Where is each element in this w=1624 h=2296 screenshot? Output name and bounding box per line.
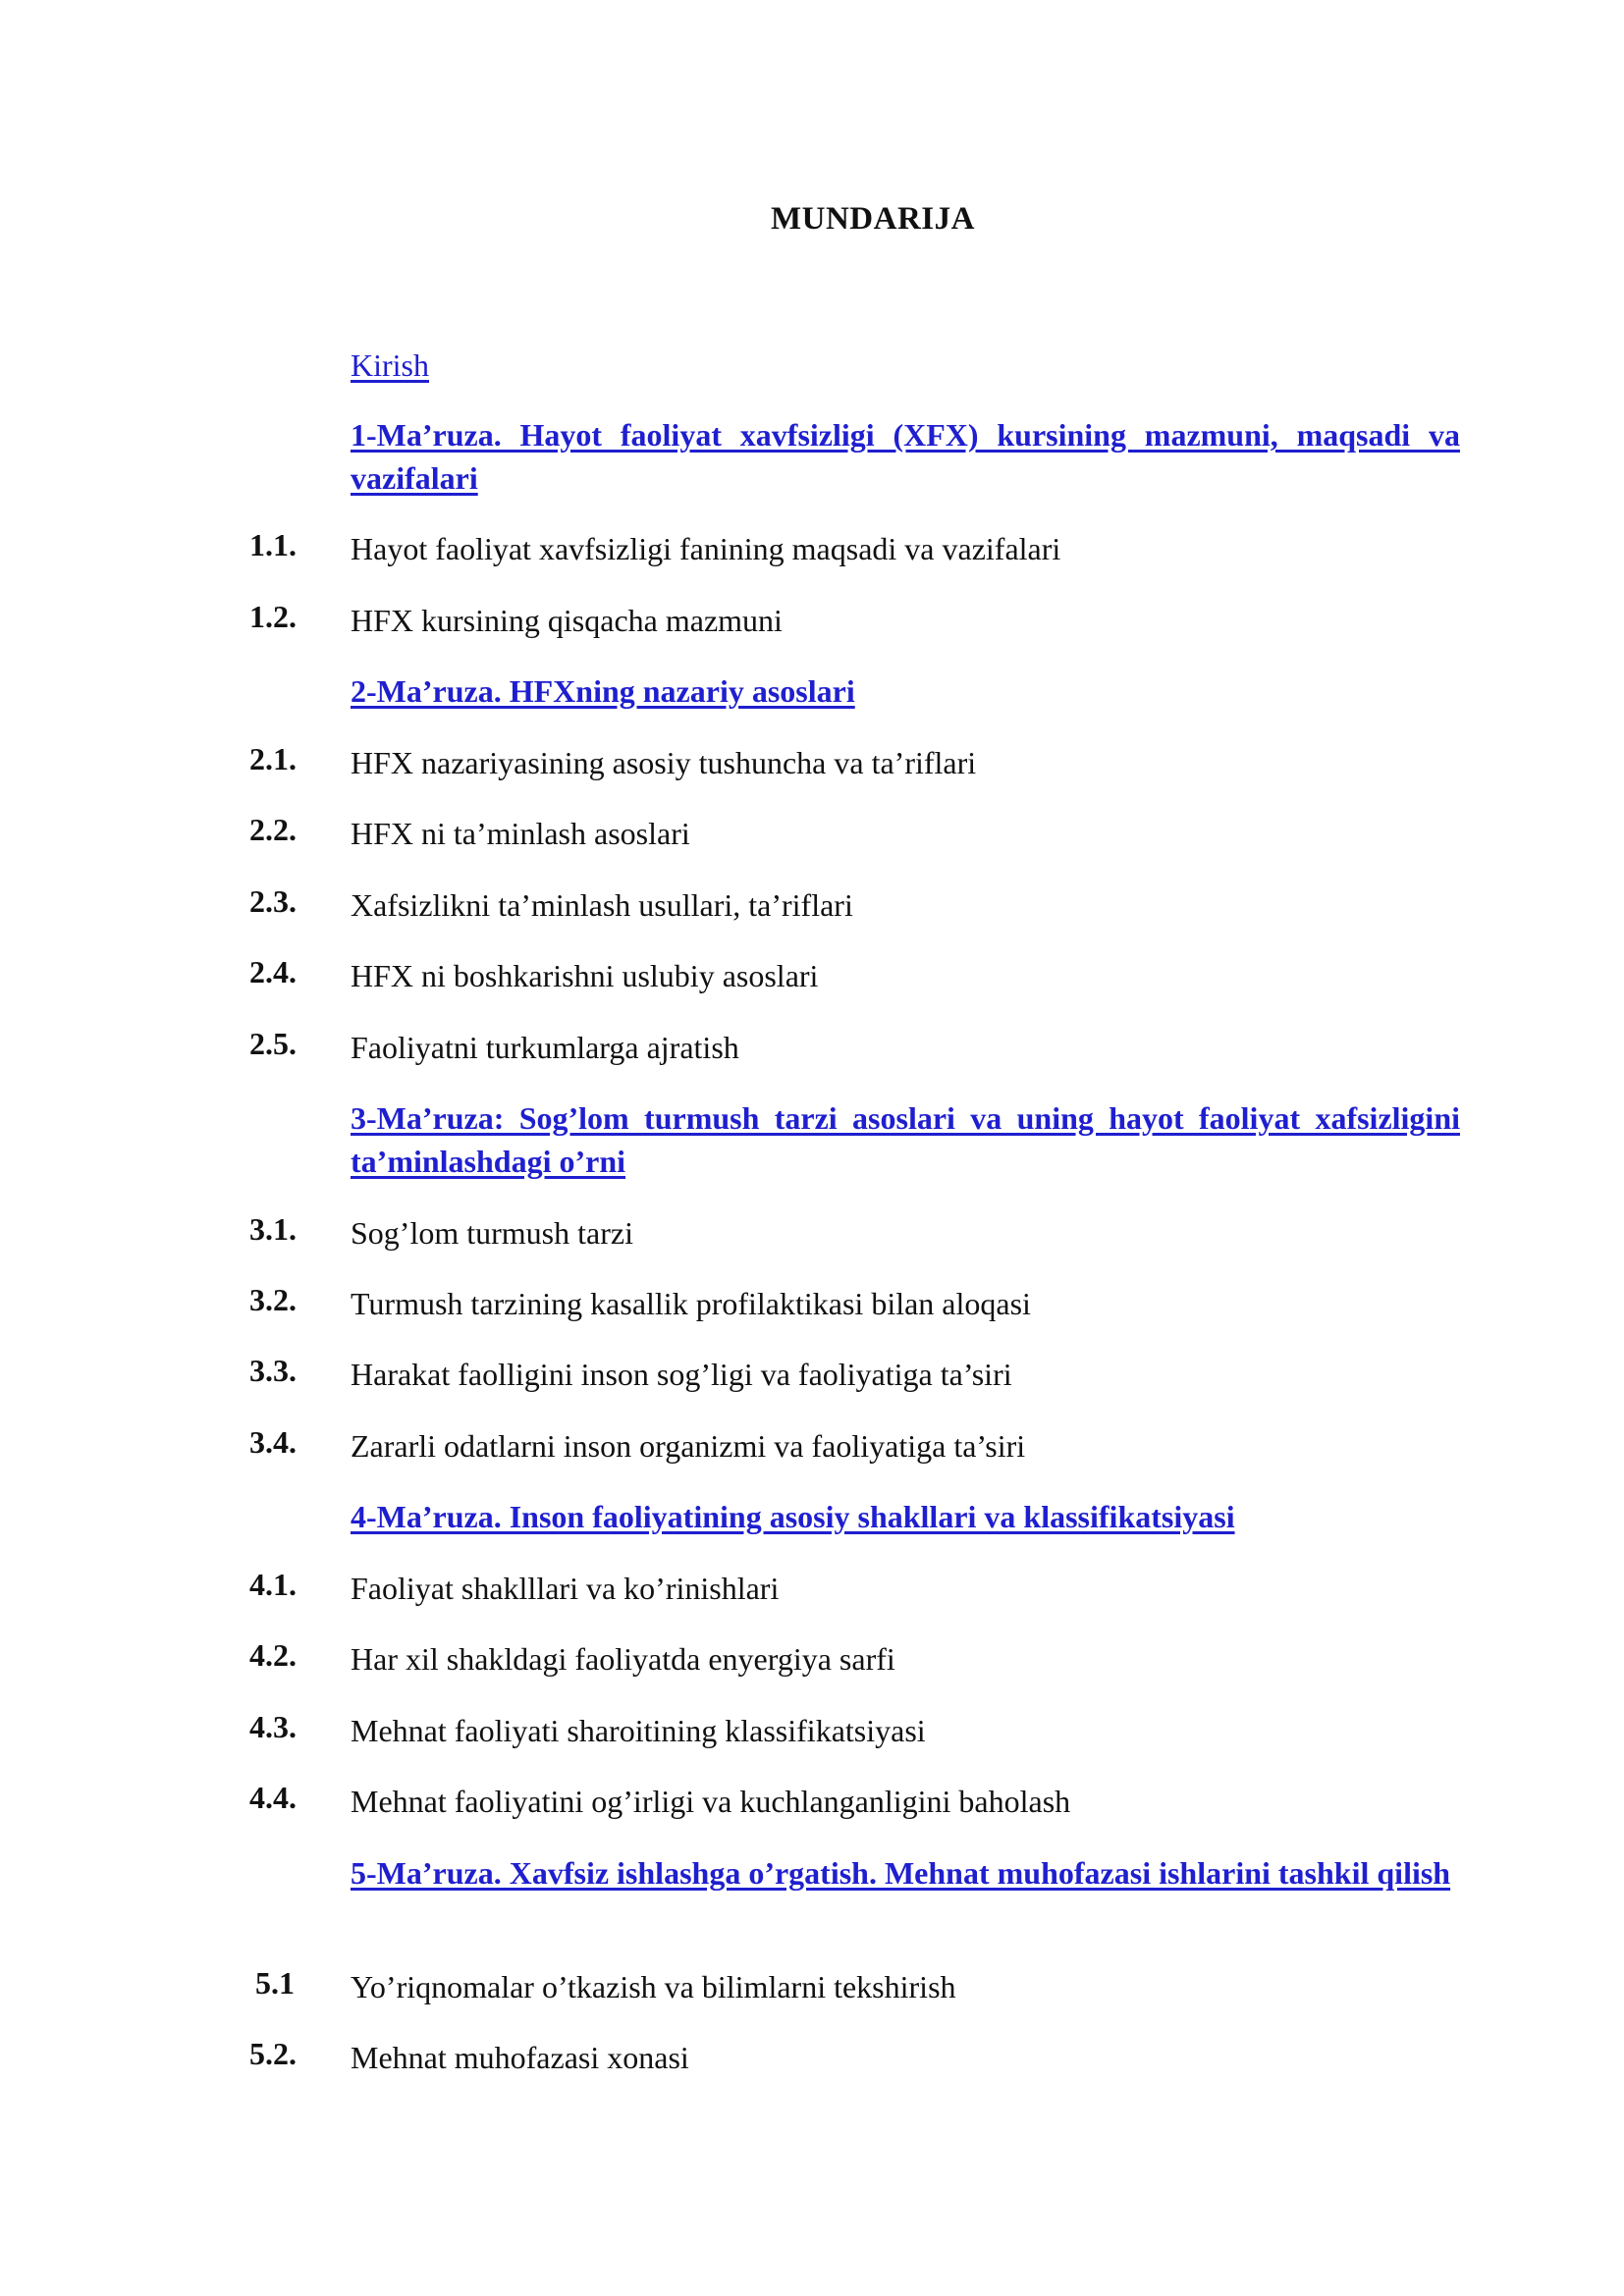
toc-item-text: Mehnat muhofazasi xonasi — [351, 2040, 689, 2075]
toc-number: 5.2. — [249, 2036, 297, 2071]
toc-number: 1.2. — [249, 599, 297, 634]
toc-item-text: Xafsizlikni ta’minlash usullari, ta’riflari — [351, 887, 853, 923]
toc-item-text: HFX ni ta’minlash asoslari — [351, 816, 690, 851]
toc-item-text: Har xil shakldagi faoliyatda enyergiya sarfi — [351, 1641, 895, 1677]
page-title: MUNDARIJA — [771, 201, 975, 237]
toc-item-text: Harakat faolligini inson sog’ligi va faoliyatiga ta’siri — [351, 1357, 1012, 1392]
toc-item-text: Mehnat faoliyati sharoitining klassifikatsiyasi — [351, 1713, 926, 1748]
toc-item-text: Hayot faoliyat xavfsizligi fanining maqsadi va vazifalari — [351, 531, 1061, 566]
toc-number: 2.5. — [249, 1026, 297, 1061]
toc-number: 4.1. — [249, 1567, 297, 1602]
lecture-1-link[interactable]: 1-Ma’ruza. Hayot faoliyat xavfsizligi (XFX) kursining mazmuni, maqsadi va vazifalari — [351, 417, 1460, 496]
toc-number: 2.3. — [249, 883, 297, 919]
toc-number: 2.1. — [249, 741, 297, 776]
toc-item-text: Mehnat faoliyatini og’irligi va kuchlanganligini baholash — [351, 1784, 1071, 1819]
toc-number: 5.1 — [255, 1965, 295, 2001]
toc-number: 4.3. — [249, 1709, 297, 1744]
toc-number: 1.1. — [249, 527, 297, 562]
lecture-4-link[interactable]: 4-Ma’ruza. Inson faoliyatining asosiy shakllari va klassifikatsiyasi — [351, 1499, 1235, 1534]
toc-number: 3.2. — [249, 1282, 297, 1317]
intro-link[interactable]: Kirish — [351, 347, 429, 383]
toc-item-text: Zararli odatlarni inson organizmi va faoliyatiga ta’siri — [351, 1428, 1026, 1464]
toc-number: 2.2. — [249, 812, 297, 847]
toc-number: 3.4. — [249, 1424, 297, 1460]
toc-number: 4.4. — [249, 1780, 297, 1815]
toc-item-text: HFX kursining qisqacha mazmuni — [351, 603, 783, 638]
toc-item-text: Faoliyatni turkumlarga ajratish — [351, 1030, 739, 1065]
toc-item-text: Turmush tarzining kasallik profilaktikasi bilan aloqasi — [351, 1286, 1031, 1321]
toc-item-text: HFX ni boshkarishni uslubiy asoslari — [351, 958, 819, 993]
toc-number: 3.3. — [249, 1353, 297, 1388]
toc-number: 3.1. — [249, 1211, 297, 1247]
toc-item-text: HFX nazariyasining asosiy tushuncha va ta’riflari — [351, 745, 977, 780]
toc-item-text: Sog’lom turmush tarzi — [351, 1215, 633, 1251]
toc-item-text: Yo’riqnomalar o’tkazish va bilimlarni tekshirish — [351, 1969, 956, 2004]
lecture-5-link[interactable]: 5-Ma’ruza. Xavfsiz ishlashga o’rgatish. Mehnat muhofazasi ishlarini tashkil qilish — [351, 1855, 1451, 1891]
lecture-2-link[interactable]: 2-Ma’ruza. HFXning nazariy asoslari — [351, 673, 855, 709]
toc-number: 2.4. — [249, 954, 297, 989]
toc-item-text: Faoliyat shaklllari va ko’rinishlari — [351, 1571, 780, 1606]
lecture-3-link[interactable]: 3-Ma’ruza: Sog’lom turmush tarzi asoslari va uning hayot faoliyat xafsizligini ta’minlashdagi o’rni — [351, 1100, 1460, 1179]
toc-number: 4.2. — [249, 1637, 297, 1673]
